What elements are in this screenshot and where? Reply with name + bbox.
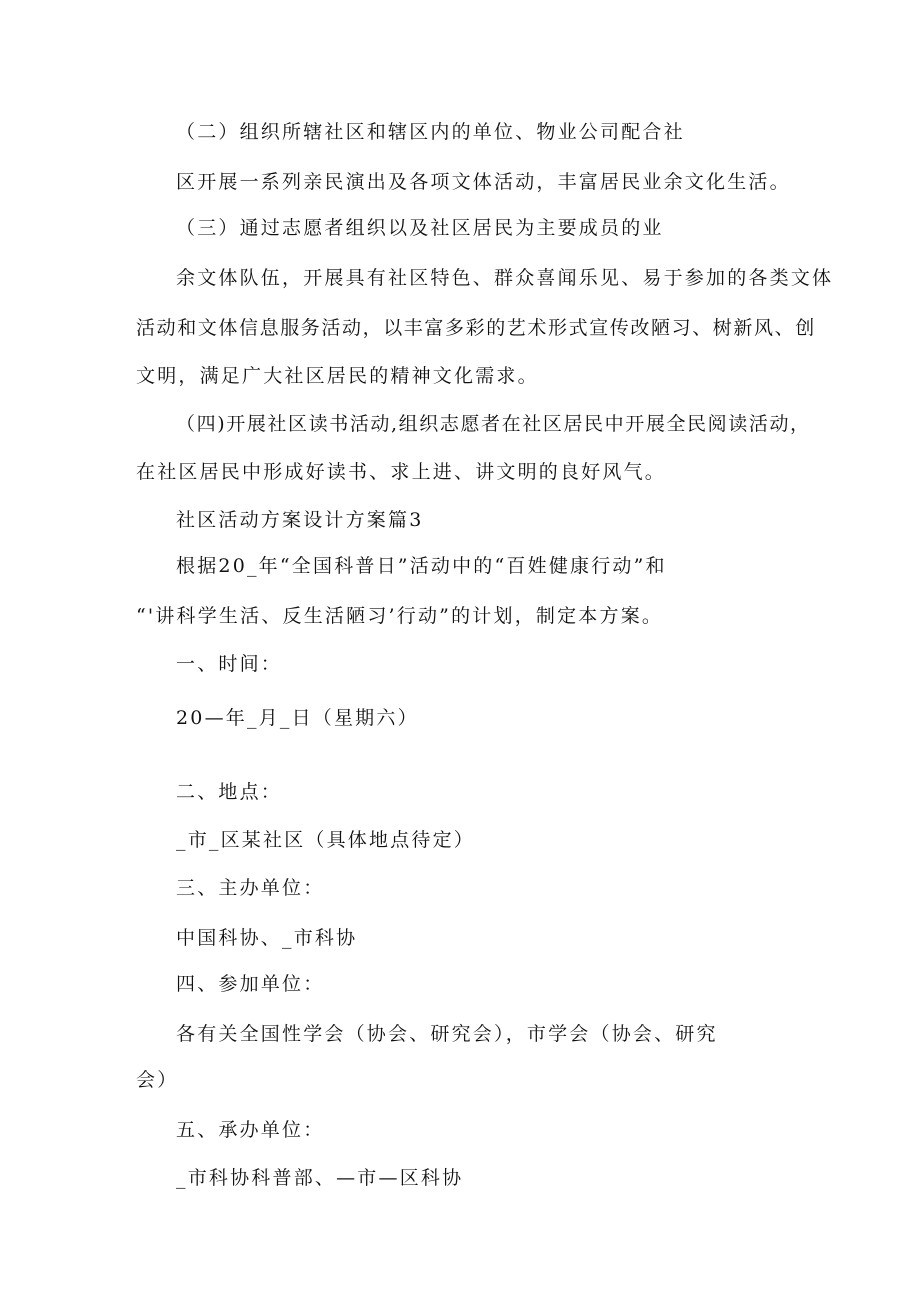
paragraph-line: 余文体队伍，开展具有社区特色、群众喜闻乐见、易于参加的各类文体: [176, 267, 834, 289]
paragraph-line: 在社区居民中形成好读书、求上进、讲文明的良好风气。: [136, 461, 667, 483]
paragraph-line: 文明，满足广大社区居民的精神文化需求。: [136, 365, 539, 387]
item-heading: 四、参加单位：: [176, 973, 325, 995]
item-value: 各有关全国性学会（协会、研究会），市学会（协会、研究: [176, 1023, 718, 1045]
item-value: 会）: [136, 1069, 179, 1091]
item-heading: 二、地点：: [176, 781, 283, 803]
item-value: 中国科协、_市科协: [176, 927, 358, 949]
item-value: 20—年_月_日（星期六）: [176, 707, 419, 729]
paragraph-line: 根据20_年“全国科普日”活动中的“百姓健康行动”和: [176, 555, 667, 577]
item-heading: 五、承办单位：: [176, 1119, 325, 1141]
paragraph-line: 活动和文体信息服务活动，以丰富多彩的艺术形式宣传改陋习、树新风、创: [136, 317, 816, 339]
paragraph-line: 区开展一系列亲民演出及各项文体活动，丰富居民业余文化生活。: [176, 171, 791, 193]
section-heading: 社区活动方案设计方案篇3: [176, 509, 424, 531]
paragraph-line: （三）通过志愿者组织以及社区居民为主要成员的业: [176, 217, 664, 239]
paragraph-line: （二）组织所辖社区和辖区内的单位、物业公司配合社: [176, 121, 685, 143]
item-heading: 三、主办单位：: [176, 877, 325, 899]
item-value: _市科协科普部、—市—区科协: [176, 1167, 464, 1189]
item-heading: 一、时间：: [176, 653, 283, 675]
item-value: _市_区某社区（具体地点待定）: [176, 829, 476, 851]
paragraph-line: “'讲科学生活、反生活陋习’行动”的计划，制定本方案。: [136, 605, 664, 627]
paragraph-line: （四)开展社区读书活动,组织志愿者在社区居民中开展全民阅读活动，: [176, 413, 811, 435]
